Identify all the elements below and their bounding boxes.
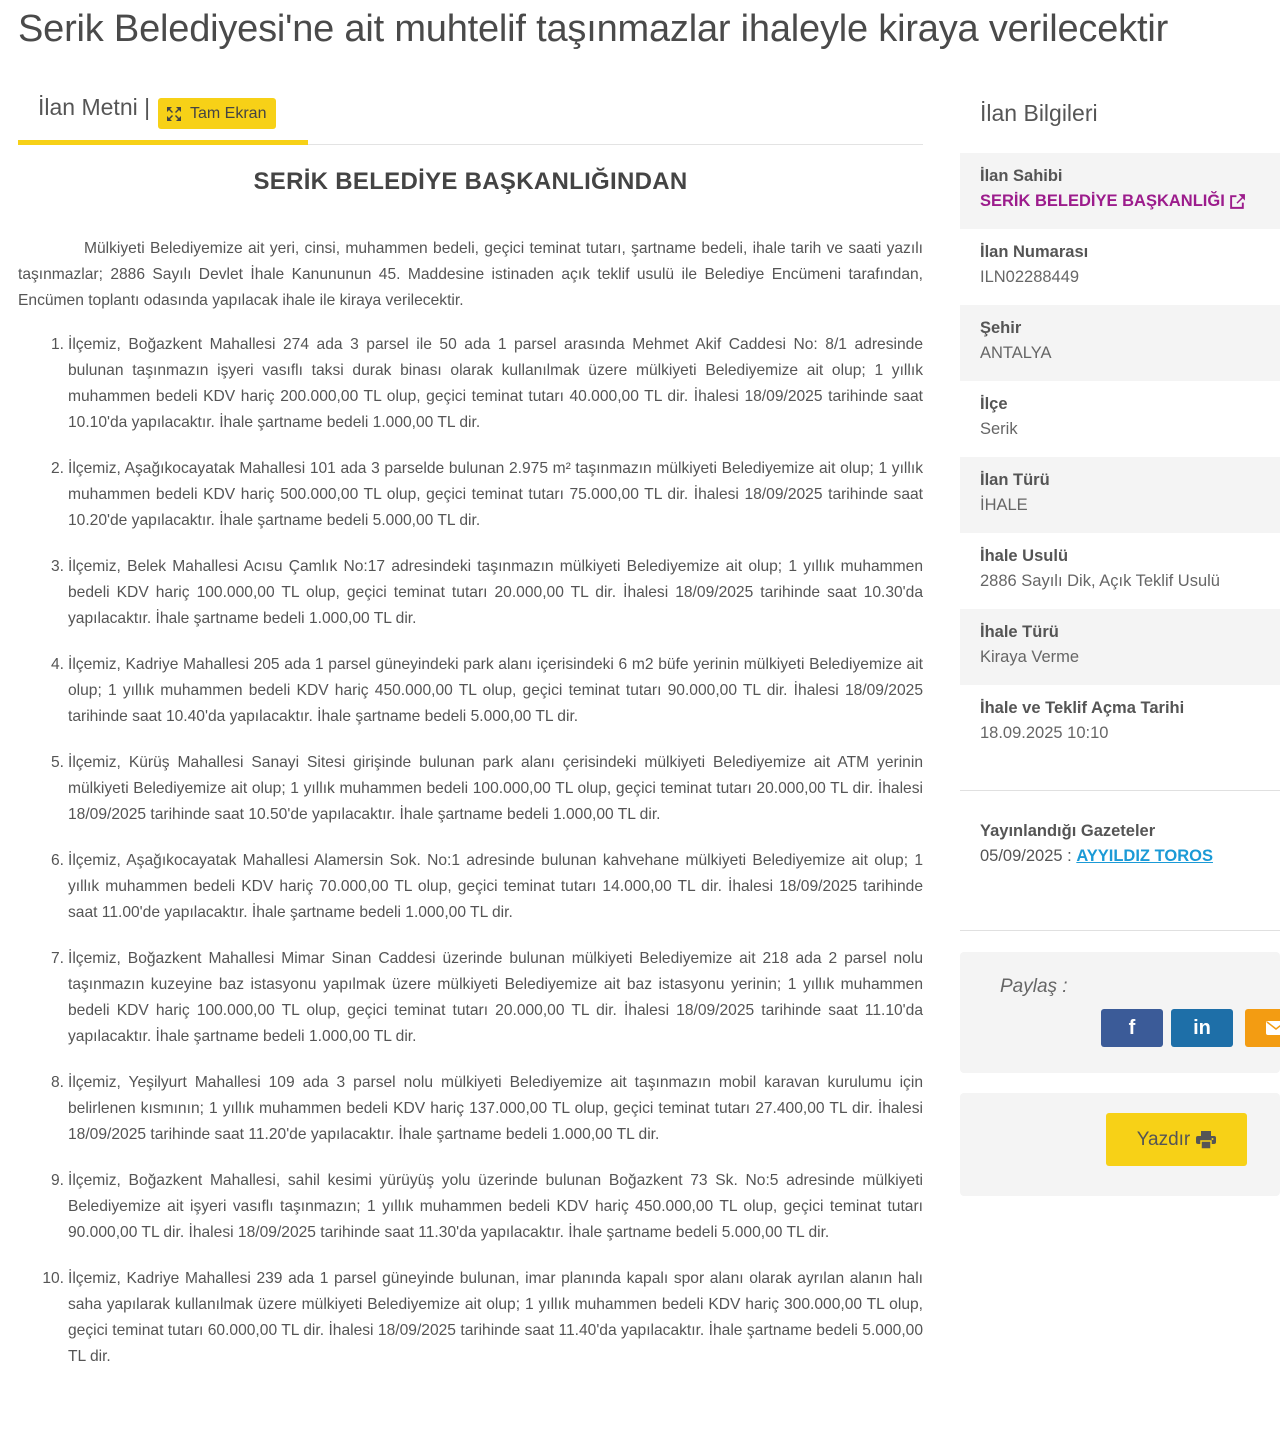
sidebar-title: İlan Bilgileri — [980, 100, 1098, 126]
notice-item-number: 6. — [50, 852, 64, 869]
info-row — [960, 685, 1280, 761]
info-label: İhale Türü — [980, 623, 1059, 641]
notice-item-number: 10. — [42, 1270, 64, 1287]
info-value: 2886 Sayılı Dik, Açık Teklif Usulü — [980, 572, 1220, 590]
info-label: İlan Numarası — [980, 243, 1089, 261]
notice-intro: Mülkiyeti Belediyemize ait yeri, cinsi, muhammen bedeli, geçici teminat tutarı, şartname bedeli, ihale tarih ve saati yazılı taşınmazlar; 2886 Sayılı Devlet İhale Kanununun 45. Maddesine istinaden açık teklif usulü ile Belediye Encümeni tarafından, Encümen toplantı odasında yapılacak ihale ile kiraya verilecektir. — [18, 240, 923, 309]
divider — [960, 790, 1280, 791]
info-label: İhale Usulü — [980, 547, 1069, 565]
notice-item-number: 9. — [50, 1172, 64, 1189]
envelope-icon — [1266, 1021, 1280, 1035]
notice-heading: SERİK BELEDİYE BAŞKANLIĞINDAN — [253, 168, 688, 195]
info-value: Serik — [980, 420, 1018, 438]
gazette-section — [980, 822, 1280, 866]
notice-item-text: İlçemiz, Boğazkent Mahallesi 274 ada 3 parsel ile 50 ada 1 parsel arasında Mehmet Akif Caddesi No: 8/1 adresinde bulunan taşınmazın işyeri vasıflı taksi durak binası olarak kullanılmak üzere mülkiyeti Belediyemize ait olup; 1 yıllık muhammen bedeli KDV hariç 200.000,00 TL olup, geçici teminat tutarı 40.000,00 TL dir. İhalesi 18/09/2025 tarihinde saat 10.10'da yapılacaktır. İhale şartname bedeli 1.000,00 TL dir. — [68, 336, 923, 431]
facebook-share-button[interactable] — [1101, 1009, 1163, 1047]
notice-item — [18, 1168, 923, 1246]
gazette-link[interactable]: AYYILDIZ TOROS — [1076, 847, 1213, 865]
notice-item-text: İlçemiz, Aşağıkocayatak Mahallesi Alamersin Sok. No:1 adresinde bulunan kahvehane mülkiyeti Belediyemize ait olup; 1 yıllık muhammen bedeli KDV hariç 70.000,00 TL olup, geçici teminat tutarı 14.000,00 TL dir. İhalesi 18/09/2025 tarihinde saat 11.00'de yapılacaktır. İhale şartname bedeli 1.000,00 TL dir. — [68, 852, 923, 921]
notice-item-number: 8. — [50, 1074, 64, 1091]
notice-item-text: İlçemiz, Aşağıkocayatak Mahallesi 101 ada 3 parselde bulunan 2.975 m² taşınmazın mülkiyeti Belediyemize ait olup; 1 yıllık muhammen bedeli KDV hariç 500.000,00 TL olup, geçici teminat tutarı 75.000,00 TL dir. İhalesi 18/09/2025 tarihinde saat 10.20'de yapılacaktır. İhale şartname bedeli 5.000,00 TL dir. — [68, 460, 923, 529]
info-row-owner — [960, 153, 1280, 229]
linkedin-icon: in — [1193, 1016, 1211, 1039]
notice-items — [18, 332, 923, 1390]
notice-item-text: İlçemiz, Yeşilyurt Mahallesi 109 ada 3 parsel nolu mülkiyeti Belediyemize ait taşınmazın mobil karavan kurulumu için belirlenen kısmının; 1 yıllık muhammen bedeli KDV hariç 137.000,00 TL olup, geçici teminat tutarı 27.400,00 TL dir. İhalesi 18/09/2025 tarihinde saat 11.20'de yapılacaktır. İhale şartname bedeli 1.000,00 TL dir. — [68, 1074, 923, 1143]
notice-item-text: İlçemiz, Belek Mahallesi Acısu Çamlık No:17 adresindeki taşınmazın mülkiyeti Belediyemize ait olup; 1 yıllık muhammen bedeli KDV hariç 100.000,00 TL olup, geçici teminat tutarı 20.000,00 TL dir. İhalesi 18/09/2025 tarihinde saat 10.30'da yapılacaktır. İhale şartname bedeli 1.000,00 TL dir. — [68, 558, 923, 627]
page-title: Serik Belediyesi'ne ait muhtelif taşınmazlar ihaleyle kiraya verilecektir — [18, 8, 1169, 50]
info-row — [960, 381, 1280, 457]
share-box — [960, 952, 1280, 1073]
notice-item-number: 5. — [50, 754, 64, 771]
info-label: Şehir — [980, 319, 1022, 337]
info-label: İlan Türü — [980, 471, 1050, 489]
info-row — [960, 609, 1280, 685]
external-link-icon — [1229, 193, 1246, 210]
info-row — [960, 457, 1280, 533]
notice-item — [18, 332, 923, 436]
print-label: Yazdır — [1136, 1128, 1191, 1150]
info-value: 18.09.2025 10:10 — [980, 724, 1109, 742]
fullscreen-button[interactable] — [158, 98, 276, 129]
info-value: ILN02288449 — [980, 268, 1080, 286]
tab-ilan-metni[interactable] — [18, 88, 308, 145]
print-box — [960, 1093, 1280, 1196]
fullscreen-label: Tam Ekran — [190, 104, 267, 122]
email-share-button[interactable] — [1245, 1009, 1280, 1047]
gazette-date: 05/09/2025 : — [980, 847, 1072, 865]
tab-bar — [18, 88, 923, 145]
notice-item — [18, 946, 923, 1050]
notice-item-number: 4. — [50, 656, 64, 673]
notice-item-number: 7. — [50, 950, 64, 967]
info-row — [960, 533, 1280, 609]
notice-item — [18, 652, 923, 730]
notice-item — [18, 1266, 923, 1370]
info-row — [960, 229, 1280, 305]
owner-link[interactable] — [980, 192, 1246, 211]
tab-label: İlan Metni | — [38, 94, 151, 120]
notice-item-text: İlçemiz, Kürüş Mahallesi Sanayi Sitesi girişinde bulunan park alanı çerisindeki mülkiyeti Belediyemize ait ATM yerinin mülkiyeti Belediyemize ait olup; 1 yıllık muhammen bedeli 100.000,00 TL olup, geçici teminat tutarı 20.000,00 TL dir. İhalesi 18/09/2025 tarihinde saat 10.50'de yapılacaktır. İhale şartname bedeli 1.000,00 TL dir. — [68, 754, 923, 823]
info-label: İlan Sahibi — [980, 167, 1063, 185]
printer-icon — [1196, 1131, 1216, 1149]
info-label: İlçe — [980, 395, 1008, 413]
owner-link-label: SERİK BELEDİYE BAŞKANLIĞI — [980, 192, 1225, 210]
notice-item-text: İlçemiz, Boğazkent Mahallesi Mimar Sinan Caddesi üzerinde bulunan mülkiyeti Belediyemize ait 218 ada 2 parsel nolu taşınmazın kuzeyine baz istasyonu yapılmak üzere mülkiyeti Belediyemize ait baz istasyonu yerinin; 1 yıllık muhammen bedeli KDV hariç 100.000,00 TL olup, geçici teminat tutarı 20.000,00 TL dir. İhalesi 18/09/2025 tarihinde saat 11.10'da yapılacaktır. İhale şartname bedeli 1.000,00 TL dir. — [68, 950, 923, 1045]
info-value: Kiraya Verme — [980, 648, 1080, 666]
expand-icon — [166, 106, 182, 122]
share-label: Paylaş : — [1000, 976, 1068, 997]
info-label: İhale ve Teklif Açma Tarihi — [980, 699, 1185, 717]
notice-item-text: İlçemiz, Kadriye Mahallesi 205 ada 1 parsel güneyindeki park alanı içerisindeki 6 m2 büfe yerinin mülkiyeti Belediyemize ait olup; 1 yıllık muhammen bedeli KDV hariç 450.000,00 TL olup, geçici teminat tutarı 90.000,00 TL dir. İhalesi 18/09/2025 tarihinde saat 10.40'da yapılacaktır. İhale şartname bedeli 5.000,00 TL dir. — [68, 656, 923, 725]
notice-item — [18, 1070, 923, 1148]
print-button[interactable] — [1106, 1113, 1247, 1166]
notice-item-text: İlçemiz, Boğazkent Mahallesi, sahil kesimi yürüyüş yolu üzerinde bulunan Boğazkent 73 Sk. No:5 adresinde mülkiyeti Belediyemize ait işyeri vasıflı taşınmazın; 1 yıllık muhammen bedeli KDV hariç 450.000,00 TL olup, geçici teminat tutarı 90.000,00 TL dir. İhalesi 18/09/2025 tarihinde saat 11.30'da yapılacaktır. İhale şartname bedeli 5.000,00 TL dir. — [68, 1172, 923, 1241]
info-value: İHALE — [980, 496, 1028, 514]
info-row — [960, 305, 1280, 381]
notice-item-number: 1. — [50, 336, 64, 353]
info-value: ANTALYA — [980, 344, 1052, 362]
info-list — [960, 153, 1280, 761]
notice-item-text: İlçemiz, Kadriye Mahallesi 239 ada 1 parsel güneyinde bulunan, imar planında kapalı spor alanı olarak ayrılan alanın halı saha yapılarak kullanılmak üzere mülkiyeti Belediyemize ait olup; 1 yıllık muhammen bedeli KDV hariç 300.000,00 TL olup, geçici teminat tutarı 60.000,00 TL dir. İhalesi 18/09/2025 tarihinde saat 11.40'da yapılacaktır. İhale şartname bedeli 5.000,00 TL dir. — [68, 1270, 923, 1365]
notice-item-number: 3. — [50, 558, 64, 575]
notice-item — [18, 456, 923, 534]
notice-item — [18, 750, 923, 828]
gazette-label: Yayınlandığı Gazeteler — [980, 822, 1156, 840]
divider — [960, 930, 1280, 931]
notice-item-number: 2. — [50, 460, 64, 477]
facebook-icon: f — [1128, 1016, 1136, 1039]
linkedin-share-button[interactable] — [1171, 1009, 1233, 1047]
notice-item — [18, 554, 923, 632]
notice-item — [18, 848, 923, 926]
